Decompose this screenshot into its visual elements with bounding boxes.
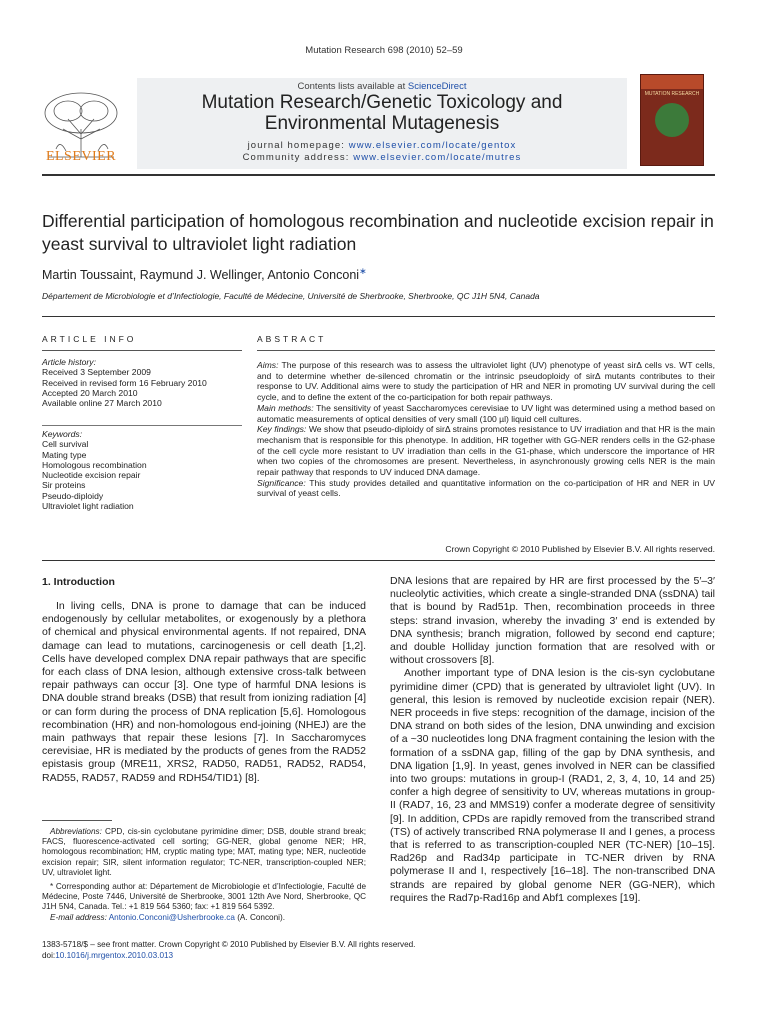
journal-homepage xyxy=(137,140,627,151)
journal-title-line2: Environmental Mutagenesis xyxy=(264,113,500,134)
corresponding-author-footnote: * Corresponding author at: Département de Microbiologie et d’Infectiologie, Faculté de Médecine, Poste 7446, Université de Sherbrooke, 3001 12th Ave Nord, Sherbrooke, QC J1H 5N4, Canada. Tel.: +1 819 564 5360; fax: +1 819 564 5392. xyxy=(42,882,366,912)
history-accepted: Accepted 20 March 2010 xyxy=(42,387,138,398)
abstract-findings: Key findings: We show that pseudo-diploidy of sirΔ strains promotes resistance to UV irradiation and that HR is the main mechanism that is responsible for this phenotype. In addition, HR together with GG-NER renders cells in the G2-phase of the cell cycle more resistant to UV irradiation than cells in the G1-phase, which underscore the importance of HR when two copies of the chromosomes are present. Nevertheless, in asynchronously growing cells NER is the main repair pathway that responds to UV induced DNA damage. xyxy=(257,424,715,478)
community-label: Community address: xyxy=(242,152,354,163)
contents-prefix: Contents lists available at xyxy=(297,81,408,92)
affiliation: Département de Microbiologie et d’Infectiologie, Faculté de Médecine, Université de Sherbrooke, Sherbrooke, QC J1H 5N4, Canada xyxy=(42,291,540,301)
community-link[interactable]: www.elsevier.com/locate/mutres xyxy=(353,152,522,163)
abbreviations-footnote: Abbreviations: CPD, cis-sin cyclobutane pyrimidine dimer; DSB, double strand break; FACS, fluorescence-activated cell sorting; GG-NER, global genome NER; HR, homologous recombination; HM, cryptic mating type; MAT, mating type; NER, nucleotide excision repair; SIR, silent information regulator; TC-NER, transcription-coupled NER; UV, ultraviolet light. xyxy=(42,827,366,877)
contents-line xyxy=(137,81,627,92)
cover-label: MUTATION RESEARCH xyxy=(644,91,700,97)
keyword-item: Ultraviolet light radiation xyxy=(42,501,134,512)
abstract-heading: ABSTRACT xyxy=(257,334,327,344)
journal-cover-image xyxy=(640,74,704,166)
keywords-rule xyxy=(42,425,242,426)
email-footnote: E-mail address: Antonio.Conconi@Usherbrooke.ca (A. Conconi). xyxy=(50,912,285,922)
history-label: Article history: xyxy=(42,357,96,367)
keywords-label: Keywords: xyxy=(42,429,83,439)
front-matter-info xyxy=(42,939,415,961)
title-divider xyxy=(42,316,715,317)
journal-reference: Mutation Research 698 (2010) 52–59 xyxy=(305,45,463,56)
article-title: Differential participation of homologous recombination and nucleotide excision repair in yeast survival to ultraviolet light radiation xyxy=(42,211,714,254)
abstract-rule xyxy=(257,350,715,351)
community-address xyxy=(137,152,627,163)
introduction-column-left xyxy=(42,600,366,785)
keyword-item: Mating type xyxy=(42,449,87,460)
footnote-rule xyxy=(42,820,112,821)
homepage-link[interactable]: www.elsevier.com/locate/gentox xyxy=(348,140,517,151)
introduction-column-right xyxy=(390,575,715,905)
email-link[interactable]: Antonio.Conconi@Usherbrooke.ca xyxy=(108,912,235,922)
abstract-divider xyxy=(42,560,715,561)
article-info-heading: ARTICLE INFO xyxy=(42,334,137,344)
keyword-item: Pseudo-diploidy xyxy=(42,490,104,501)
intro-paragraph: Another important type of DNA lesion is the cis-syn cyclobutane pyrimidine dimer (CPD) that is generated by ultraviolet light (UV). In general, this lesion is removed by nucleotide excision repair (NER). NER proceeds in five steps: recognition of the damage, incision of the DNA strand on both sides of the lesion, DNA unwinding and excision of a ~30 nucleotides long DNA fragment containing the lesion with the formation of a ssDNA gap, filling of the gap by DNA synthesis, and DNA ligation [1,9]. In yeast, genes involved in NER can be classified into two groups: mutations in group-I (RAD1, 2, 3, 4, 10, 14 and 25) confer a high degree of sensitivity to UV, whereas mutations in group-II (RAD7, 16, 23 and MMS19) confer a moderate degree of sensitivity [9]. In addition, CPDs are rapidly removed from the transcribed strand (TS) of actively transcribed RNA polymerase II and I genes, a process that is referred to as transcription-coupled NER (TC-NER) [10–15]. Rad26p and Rad34p participate in TC-NER driven by RNA polymerase II and I, respectively [16–18]. The non-transcribed DNA strands are repaired by global genome NER (GG-NER), which requires the Rad7p-Rad16p and Abf1 complexes [19]. xyxy=(390,667,715,904)
issn-line: 1383-5718/$ – see front matter. Crown Copyright © 2010 Published by Elsevier B.V. All rights reserved. xyxy=(42,940,416,949)
history-revised: Received in revised form 16 February 2010 xyxy=(42,377,207,388)
keyword-item: Sir proteins xyxy=(42,480,86,491)
keyword-item: Cell survival xyxy=(42,439,89,450)
abstract-methods: Main methods: The sensitivity of yeast Saccharomyces cerevisiae to UV light was determined using a method based on automatic measurements of optical densities of very small (100 µl) liquid cell cultures. xyxy=(257,402,715,424)
article-info-rule xyxy=(42,350,242,351)
journal-title xyxy=(137,92,627,134)
abstract-aims: Aims: The purpose of this research was to assess the ultraviolet light (UV) phenotype of yeast sirΔ cells vs. WT cells, and to determine whether de-silenced chromatin or the intrinsic pseudoploidy of sirΔ mutants contributes to their response to UV. Additional aims were to study the participation of HR and NER in promoting UV survival during the cell cycle, and to define the extent of the co-participation for both repair pathways. xyxy=(257,360,715,403)
authors: Martin Toussaint, Raymund J. Wellinger, Antonio Conconi∗ xyxy=(42,266,367,283)
intro-paragraph: DNA lesions that are repaired by HR are first processed by the 5′–3′ nucleolytic activities, which create a single-stranded DNA (ssDNA) tail that is bound by Rad51p. Then, recombination proceeds in three steps: strand invasion, whereby the invading 3′ end is extended by DNA synthesis; branch migration, followed by second end capture; and double Holliday junction formation that are resolved with or without crossovers [8]. xyxy=(390,575,715,667)
keyword-item: Homologous recombination xyxy=(42,459,147,470)
publisher-name: ELSEVIER xyxy=(45,149,117,164)
history-received: Received 3 September 2009 xyxy=(42,367,151,378)
abstract-copyright: Crown Copyright © 2010 Published by Elsevier B.V. All rights reserved. xyxy=(445,544,715,554)
keywords xyxy=(42,429,242,511)
intro-paragraph: In living cells, DNA is prone to damage that can be induced endogenously by cellular metabolites, or exogenously by a plethora of chemical and physical environmental agents. If not repaired, DNA damage can lead to mutations, carcinogenesis or cell death [1,2]. Cells have developed complex DNA repair pathways that are specific for each class of DNA lesion, although extensive cross-talk between repair pathways can occur [3]. One type of harmful DNA lesions is DNA double strand breaks (DSB) that result from ionizing radiation [4] or can form during the process of DNA replication [5,6]. Homologous recombination (HR) and non-homologous end-joining (NHEJ) are the main pathways that repair these lesions [7]. In Saccharomyces cerevisiae, HR is mediated by the products of genes from the RAD52 epistasis group (MRE11, XRS2, RAD50, RAD51, RAD52, RAD54, RAD55, RAD57, RAD59 and RDH54/TID1) [8]. xyxy=(42,600,366,784)
article-history xyxy=(42,357,242,408)
sciencedirect-link[interactable]: ScienceDirect xyxy=(407,81,467,92)
keyword-item: Nucleotide excision repair xyxy=(42,470,141,481)
header-divider xyxy=(42,174,715,176)
journal-title-line1: Mutation Research/Genetic Toxicology and xyxy=(201,92,563,113)
history-online: Available online 27 March 2010 xyxy=(42,398,162,409)
doi-line: doi:10.1016/j.mrgentox.2010.03.013 xyxy=(42,951,174,960)
doi-link[interactable]: 10.1016/j.mrgentox.2010.03.013 xyxy=(55,951,174,960)
footnotes xyxy=(42,827,366,923)
homepage-label: journal homepage: xyxy=(247,140,349,151)
author-list: Martin Toussaint, Raymund J. Wellinger, Antonio Conconi xyxy=(42,268,360,283)
introduction-heading: 1. Introduction xyxy=(42,576,115,588)
abstract-body xyxy=(257,360,715,499)
abstract-significance: Significance: This study provides detailed and quantitative information on the co-participation of HR and NER in UV survival of yeast cells. xyxy=(257,477,716,499)
